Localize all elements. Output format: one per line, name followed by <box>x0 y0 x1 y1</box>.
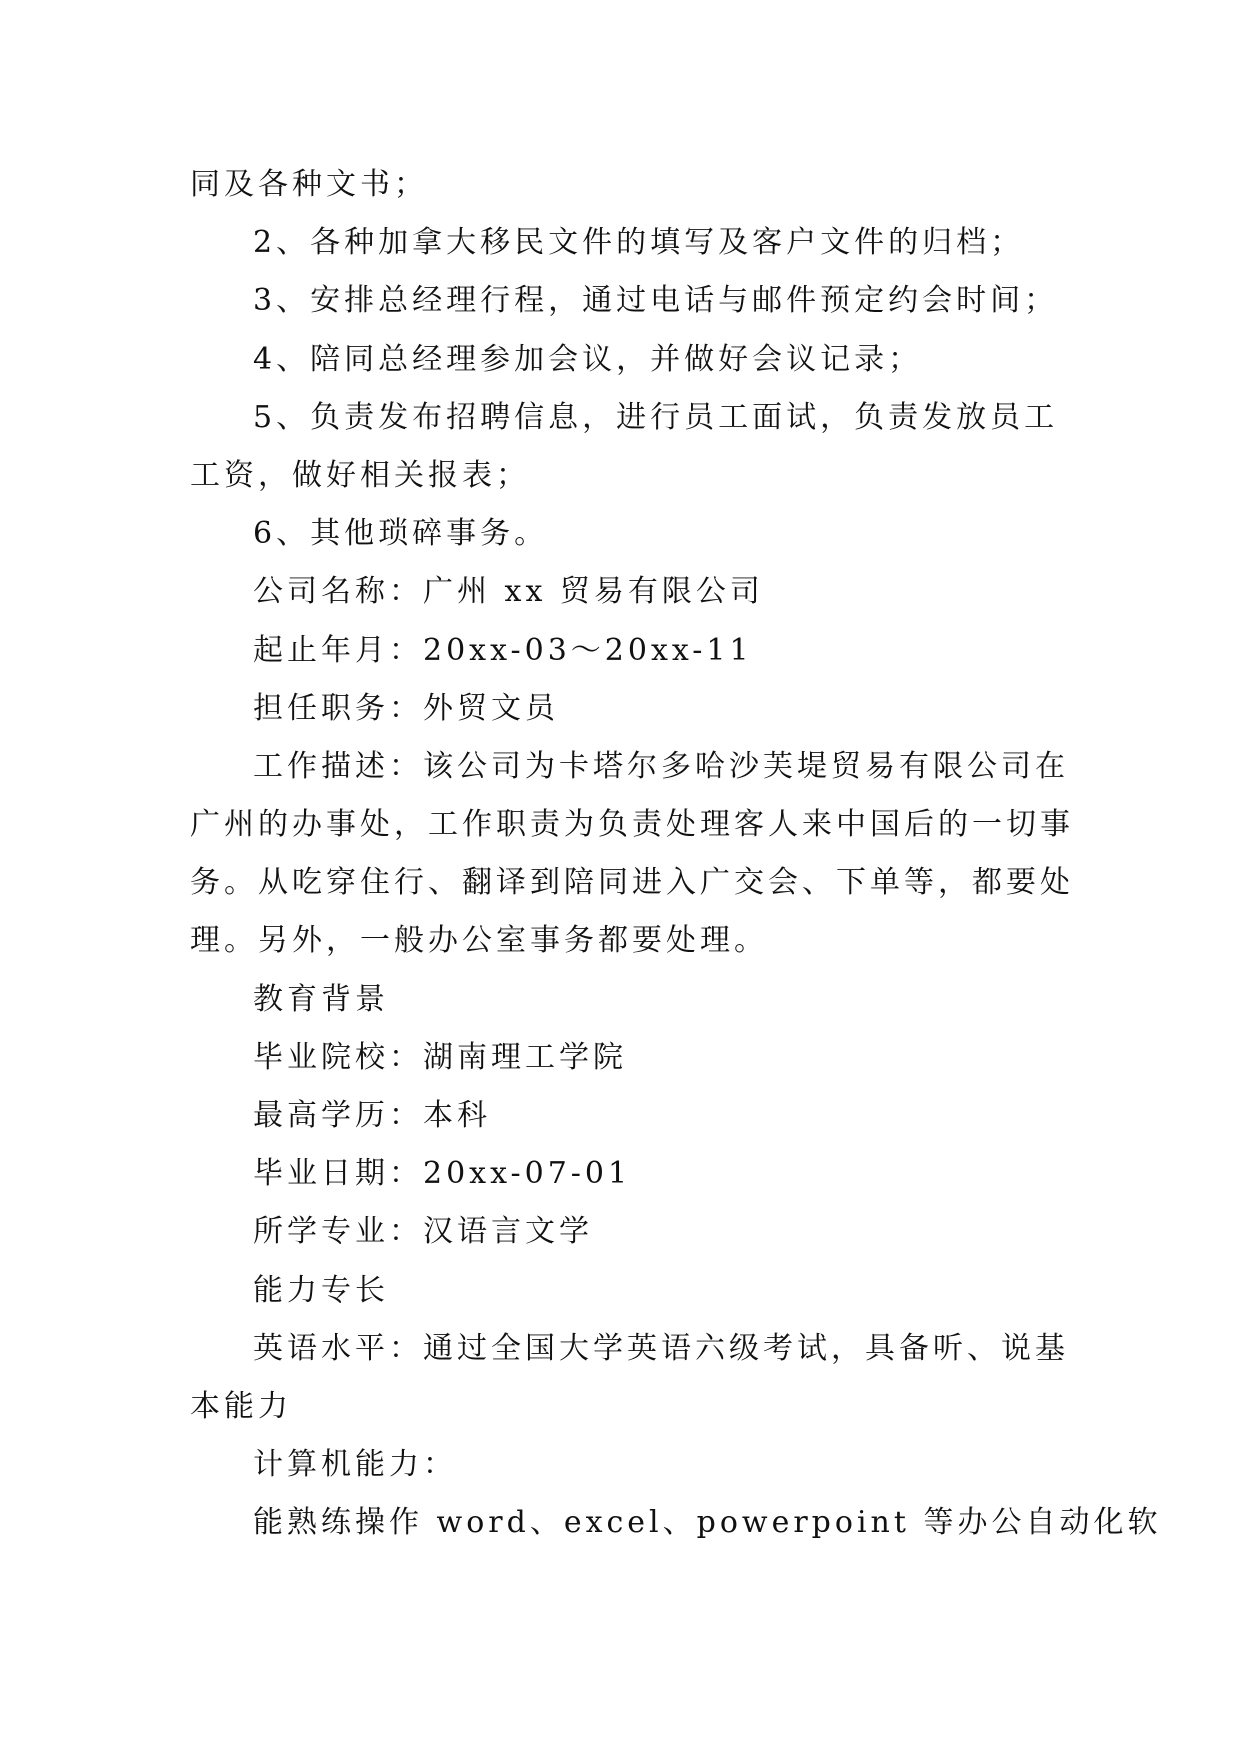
text-line: 2、各种加拿大移民文件的填写及客户文件的归档； <box>253 225 1025 261</box>
text-line: 毕业日期：20xx-07-01 <box>253 1156 632 1192</box>
text-line: 英语水平：通过全国大学英语六级考试，具备听、说基 <box>253 1330 1069 1366</box>
text-line: 担任职务：外贸文员 <box>253 690 559 726</box>
text-line: 毕业院校：湖南理工学院 <box>253 1039 627 1075</box>
text-line: 5、负责发布招聘信息，进行员工面试，负责发放员工 <box>253 399 1059 435</box>
text-line: 工资，做好相关报表； <box>190 457 530 493</box>
text-line: 同及各种文书； <box>190 167 428 202</box>
text-line: 4、陪同总经理参加会议，并做好会议记录； <box>253 341 923 377</box>
text-line: 务。从吃穿住行、翻译到陪同进入广交会、下单等，都要处 <box>190 865 1074 901</box>
text-line: 6、其他琐碎事务。 <box>253 516 549 552</box>
document-body <box>190 156 1162 1553</box>
text-line: 最高学历：本科 <box>253 1098 491 1133</box>
text-line: 起止年月：20xx-03～20xx-11 <box>253 632 753 668</box>
text-line: 公司名称：广州 xx 贸易有限公司 <box>253 574 764 610</box>
text-line: 计算机能力： <box>253 1447 457 1483</box>
section-heading: 教育背景 <box>253 981 389 1017</box>
section-heading: 能力专长 <box>253 1272 389 1308</box>
text-line: 本能力 <box>190 1388 292 1424</box>
text-line: 3、安排总经理行程，通过电话与邮件预定约会时间； <box>253 283 1059 319</box>
text-line: 能熟练操作 word、excel、powerpoint 等办公自动化软 <box>253 1505 1162 1541</box>
text-line: 理。另外，一般办公室事务都要处理。 <box>190 923 768 959</box>
text-line: 广州的办事处，工作职责为负责处理客人来中国后的一切事 <box>190 807 1074 843</box>
text-line: 所学专业：汉语言文学 <box>253 1214 593 1250</box>
text-line: 工作描述：该公司为卡塔尔多哈沙芙堤贸易有限公司在 <box>253 748 1069 784</box>
